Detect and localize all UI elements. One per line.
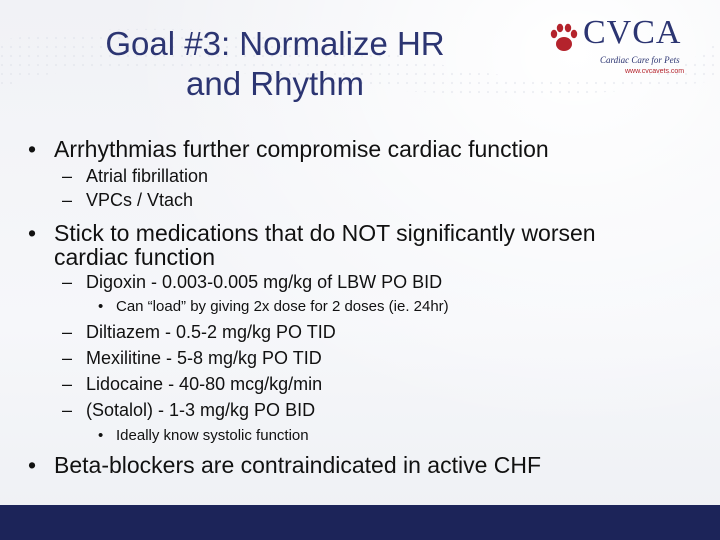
dash-marker: – <box>62 400 73 420</box>
logo-brand-text: CVCA <box>583 14 682 51</box>
sub-mexilitine: Mexilitine - 5-8 mg/kg PO TID <box>86 348 322 368</box>
sub-atrial-fibrillation: Atrial fibrillation <box>86 166 209 186</box>
dash-marker: – <box>62 322 73 342</box>
dash-marker: – <box>62 272 73 292</box>
slide-title <box>40 24 510 104</box>
sub-sub-systolic-function: Ideally know systolic function <box>116 427 309 444</box>
bullet-medications-line-2: cardiac function <box>54 244 216 270</box>
bullet-marker: • <box>28 136 37 162</box>
sub-vpcs-vtach: VPCs / Vtach <box>86 190 194 210</box>
sub-diltiazem: Diltiazem - 0.5-2 mg/kg PO TID <box>86 322 336 342</box>
title-line-2: and Rhythm <box>186 65 364 102</box>
title-line-1: Goal #3: Normalize HR <box>105 25 445 62</box>
sub-digoxin: Digoxin - 0.003-0.005 mg/kg of LBW PO BID <box>86 272 443 292</box>
dash-marker: – <box>62 348 73 368</box>
bullet-medications-line-1: Stick to medications that do NOT significantly worsen <box>54 220 596 246</box>
paw-print-icon <box>547 22 581 56</box>
footer-bar <box>0 505 720 540</box>
bullet-beta-blockers: Beta-blockers are contraindicated in active CHF <box>54 452 542 478</box>
logo-tagline: Cardiac Care for Pets <box>600 55 680 65</box>
cvca-logo <box>545 14 695 80</box>
bullet-marker: • <box>98 298 104 315</box>
dash-marker: – <box>62 166 73 186</box>
sub-sotalol: (Sotalol) - 1-3 mg/kg PO BID <box>86 400 316 420</box>
sub-lidocaine: Lidocaine - 40-80 mcg/kg/min <box>86 374 323 394</box>
dash-marker: – <box>62 190 73 210</box>
bullet-arrhythmias: Arrhythmias further compromise cardiac function <box>54 136 549 162</box>
sub-sub-digoxin-load: Can “load” by giving 2x dose for 2 doses (ie. 24hr) <box>116 298 449 315</box>
logo-url: www.cvcavets.com <box>625 68 685 75</box>
dash-marker: – <box>62 374 73 394</box>
bullet-marker: • <box>98 427 104 444</box>
bullet-marker: • <box>28 452 37 478</box>
bullet-marker: • <box>28 220 37 246</box>
